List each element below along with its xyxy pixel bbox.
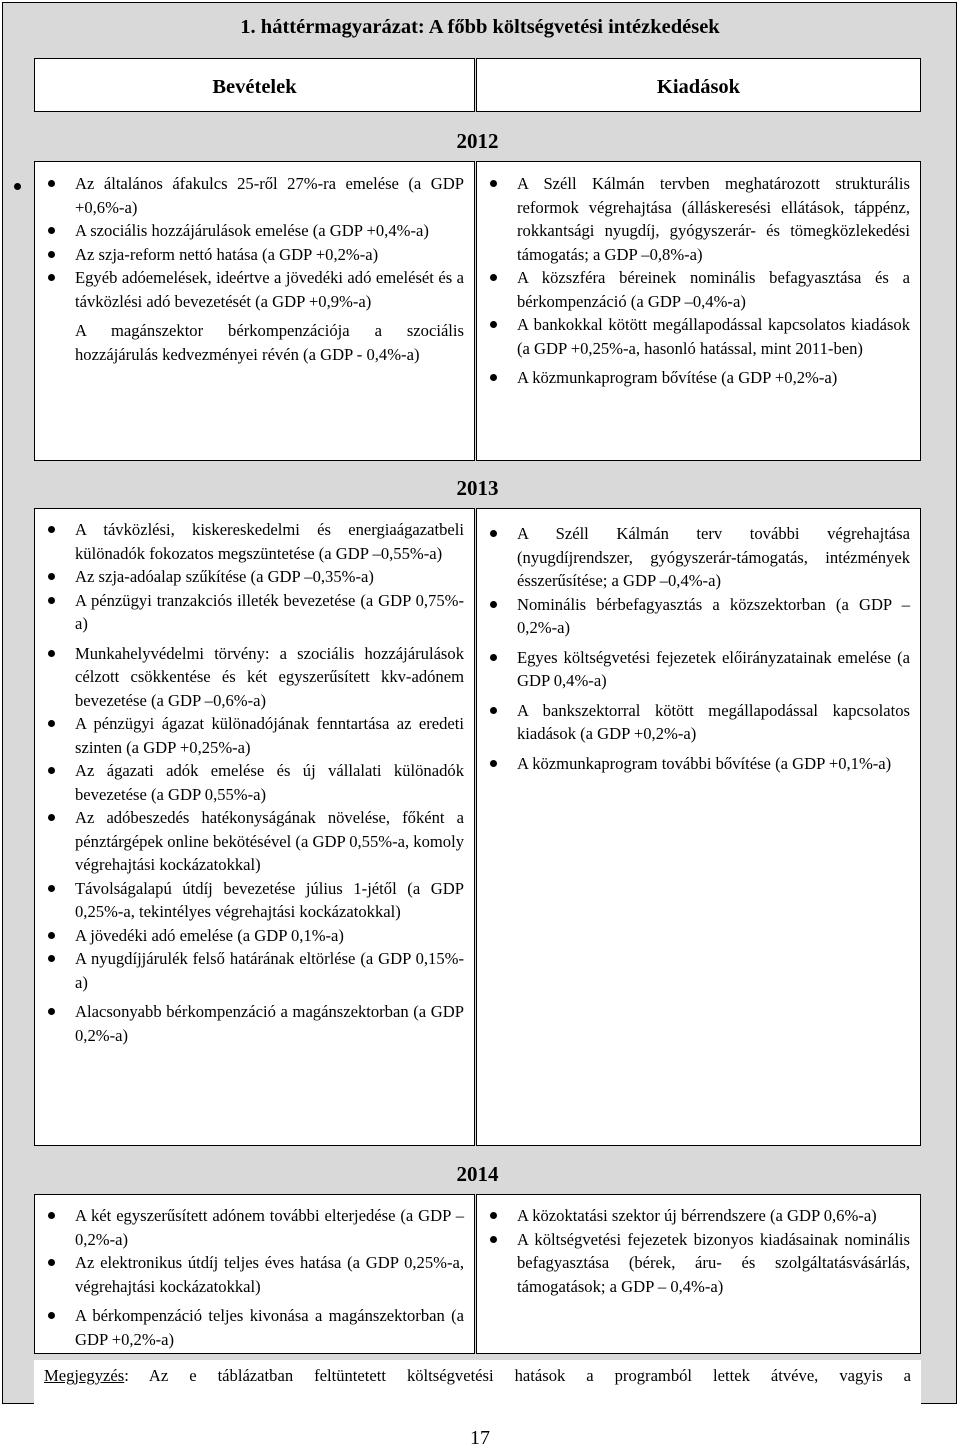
expenditures-2013-cell	[476, 508, 921, 1146]
revenues-2012-cell	[34, 161, 475, 461]
bullet-icon	[48, 955, 55, 962]
revenues-2014-cell	[34, 1194, 475, 1354]
list-item: Alacsonyabb bérkompenzáció a magánszektorban (a GDP 0,2%-a)	[35, 1000, 474, 1047]
bullet-icon	[490, 180, 497, 187]
list-item: A szociális hozzájárulások emelése (a GDP +0,4%-a)	[35, 219, 474, 243]
bullet-icon	[490, 654, 497, 661]
year-heading-2012: 2012	[456, 129, 499, 153]
expenditures-2012-cell	[476, 161, 921, 461]
list-item: A két egyszerűsített adónem további elterjedése (a GDP –0,2%-a)	[35, 1204, 474, 1251]
list-item: Az szja-adóalap szűkítése (a GDP –0,35%-a)	[35, 565, 474, 589]
bullet-icon	[490, 707, 497, 714]
bullet-icon	[490, 1236, 497, 1243]
list-item: A magánszektor bérkompenzációja a szociális hozzájárulás kedvezményei révén (a GDP - 0,4%-a)	[75, 321, 464, 364]
bullet-icon	[490, 374, 497, 381]
bullet-icon	[48, 227, 55, 234]
list-item: A pénzügyi ágazat különadójának fenntartása az eredeti szinten (a GDP +0,25%-a)	[35, 712, 474, 759]
bullet-icon	[48, 1312, 55, 1319]
revenues-2012-list	[35, 172, 474, 366]
year-heading-2014: 2014	[456, 1162, 499, 1186]
expenditures-2014-list	[477, 1204, 920, 1298]
list-item: A bankokkal kötött megállapodással kapcsolatos kiadások (a GDP +0,25%-a, hasonló hatással, mint 2011-ben)	[477, 313, 920, 360]
list-item: A költségvetési fejezetek bizonyos kiadásainak nominális befagyasztása (bérek, áru- és szolgáltatásvásárlás, támogatások; a GDP – 0,4%-a)	[477, 1228, 920, 1299]
bullet-icon	[490, 1212, 497, 1219]
bullet-icon	[48, 650, 55, 657]
bullet-icon	[490, 321, 497, 328]
list-item: A bankszektorral kötött megállapodással kapcsolatos kiadások (a GDP +0,2%-a)	[477, 699, 920, 746]
list-item: Az szja-reform nettó hatása (a GDP +0,2%-a)	[35, 243, 474, 267]
list-item: Az adóbeszedés hatékonyságának növelése, főként a pénztárgépek online bekötésével (a GDP 0,55%-a, komoly végrehajtási kockázatokkal)	[35, 806, 474, 877]
bullet-mark	[14, 183, 21, 190]
expenditures-2013-list	[477, 522, 920, 775]
expenditures-2012-list	[477, 172, 920, 390]
expenditures-2014-cell	[476, 1194, 921, 1354]
list-item: A közszféra béreinek nominális befagyasztása és a bérkompenzáció (a GDP –0,4%-a)	[477, 266, 920, 313]
bullet-icon	[490, 274, 497, 281]
bullet-icon	[48, 597, 55, 604]
bullet-icon	[48, 1008, 55, 1015]
list-item: A Széll Kálmán terv további végrehajtása (nyugdíjrendszer, gyógyszerár-támogatás, intézmények ésszerűsítése; a GDP –0,4%-a)	[477, 522, 920, 593]
footnote-label: Megjegyzés	[44, 1366, 125, 1385]
list-item: Az általános áfakulcs 25-ről 27%-ra emelése (a GDP +0,6%-a)	[35, 172, 474, 219]
footnote	[34, 1360, 921, 1404]
bullet-icon	[48, 932, 55, 939]
bullet-icon	[48, 814, 55, 821]
list-item: A bérkompenzáció teljes kivonása a magánszektorban (a GDP +0,2%-a)	[35, 1304, 474, 1351]
list-item: A közmunkaprogram további bővítése (a GDP +0,1%-a)	[477, 752, 920, 776]
page-title: 1. háttérmagyarázat: A főbb költségvetési intézkedések	[240, 16, 720, 38]
column-header-expenditures: Kiadások	[476, 58, 921, 112]
list-item: Egyéb adóemelések, ideértve a jövedéki adó emelését és a távközlési adó bevezetését (a GDP +0,9%-a)	[35, 266, 474, 313]
revenues-2013-list	[35, 518, 474, 1047]
list-item: Az ágazati adók emelése és új vállalati különadók bevezetése (a GDP 0,55%-a)	[35, 759, 474, 806]
bullet-icon	[48, 1212, 55, 1219]
bullet-icon	[490, 760, 497, 767]
list-item: A jövedéki adó emelése (a GDP 0,1%-a)	[35, 924, 474, 948]
list-item: A közmunkaprogram bővítése (a GDP +0,2%-a)	[477, 366, 920, 390]
bullet-icon	[48, 274, 55, 281]
list-item: A pénzügyi tranzakciós illeték bevezetése (a GDP 0,75%-a)	[35, 589, 474, 636]
bullet-icon	[48, 180, 55, 187]
list-item: Az elektronikus útdíj teljes éves hatása (a GDP 0,25%-a, végrehajtási kockázatokkal)	[35, 1251, 474, 1298]
bullet-icon	[490, 530, 497, 537]
bullet-icon	[48, 526, 55, 533]
list-item: A közoktatási szektor új bérrendszere (a GDP 0,6%-a)	[477, 1204, 920, 1228]
bullet-icon	[48, 573, 55, 580]
list-item: Távolságalapú útdíj bevezetése július 1-jétől (a GDP 0,25%-a, tekintélyes végrehajtási kockázatokkal)	[35, 877, 474, 924]
revenues-2014-list	[35, 1204, 474, 1351]
bullet-icon	[48, 767, 55, 774]
list-item: A Széll Kálmán tervben meghatározott strukturális reformok végrehajtása (álláskeresési ellátások, táppénz, rokkantsági nyugdíj, gyógyszerár- és tömegközlekedési támogatás; a GDP –0,8%-a)	[477, 172, 920, 266]
footnote-text: : Az e táblázatban feltüntetett költségvetési hatások a programból lettek átvéve, vagyis a	[124, 1366, 911, 1385]
year-heading-2013: 2013	[456, 476, 499, 500]
list-item: Egyes költségvetési fejezetek előirányzatainak emelése (a GDP 0,4%-a)	[477, 646, 920, 693]
page-number: 17	[470, 1427, 490, 1449]
list-item: A nyugdíjjárulék felső határának eltörlése (a GDP 0,15%-a)	[35, 947, 474, 994]
bullet-icon	[48, 885, 55, 892]
bullet-icon	[490, 601, 497, 608]
bullet-icon	[48, 251, 55, 258]
list-item: Munkahelyvédelmi törvény: a szociális hozzájárulások célzott csökkentése és két egyszerűsített kkv-adónem bevezetése (a GDP –0,6%-a)	[35, 642, 474, 713]
revenues-2013-cell	[34, 508, 475, 1146]
list-item: Nominális bérbefagyasztás a közszektorban (a GDP –0,2%-a)	[477, 593, 920, 640]
bullet-icon	[48, 720, 55, 727]
column-header-revenues: Bevételek	[34, 58, 475, 112]
list-item: A távközlési, kiskereskedelmi és energiaágazatbeli különadók fokozatos megszüntetése (a GDP –0,55%-a)	[35, 518, 474, 565]
bullet-icon	[48, 1259, 55, 1266]
